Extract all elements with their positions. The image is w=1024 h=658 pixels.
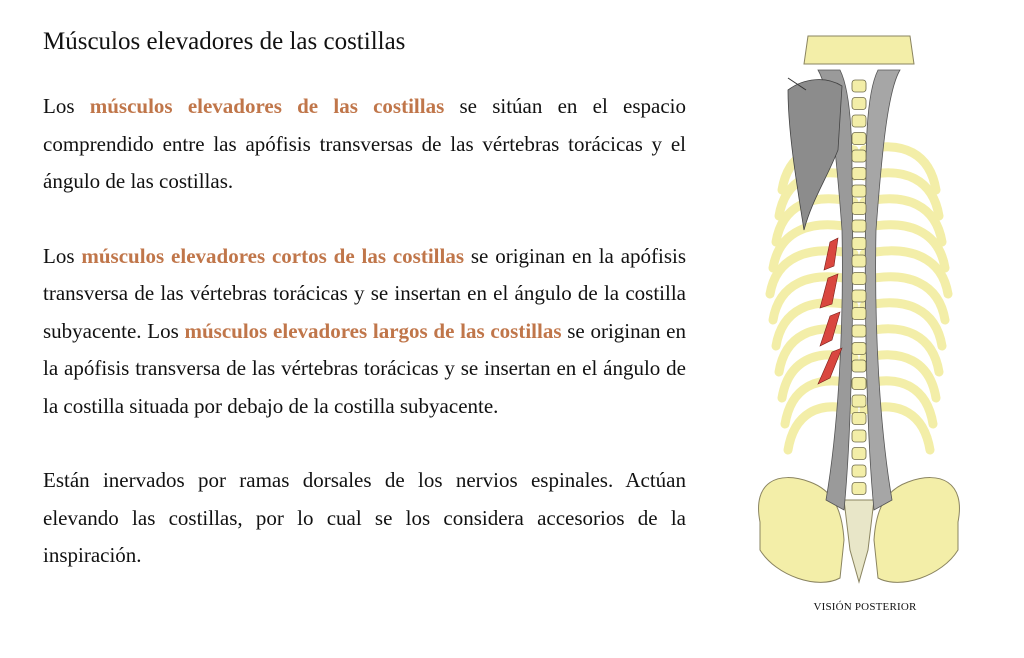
text: se sitúan en el espacio comprendido entre las apófisis transversas de las vértebras torácicas y el ángulo de las costillas.	[43, 94, 686, 193]
vertebra	[852, 413, 866, 425]
vertebra	[852, 448, 866, 460]
vertebra	[852, 115, 866, 127]
highlight-term: músculos elevadores largos de las costillas	[184, 318, 562, 343]
paragraph-origin-insertion	[43, 238, 686, 426]
article	[43, 22, 686, 612]
vertebra	[852, 430, 866, 442]
sacrum	[844, 500, 874, 582]
highlight-term: músculos elevadores cortos de las costillas	[81, 243, 465, 268]
text: se originan en la apófisis transversa de las vértebras torácicas y se insertan en el ángulo de la costilla situada por debajo de la costilla subyacente.	[43, 318, 686, 418]
vertebra	[852, 80, 866, 92]
vertebra	[852, 255, 866, 267]
vertebra	[852, 273, 866, 285]
vertebra	[852, 395, 866, 407]
text: se originan en la apófisis transversa de las vértebras torácicas y se insertan en el ángulo de la costilla subyacente. Los	[43, 243, 687, 343]
vertebra	[852, 343, 866, 355]
paragraph-intro	[43, 88, 686, 201]
vertebra	[852, 185, 866, 197]
vertebra	[852, 98, 866, 110]
rib	[770, 251, 854, 294]
back-muscles-right	[865, 70, 900, 510]
anatomy-illustration	[748, 30, 970, 628]
levatores-costarum	[818, 238, 842, 384]
text: Los	[43, 94, 90, 118]
skull-base	[804, 36, 914, 64]
vertebra	[852, 168, 866, 180]
paragraph-innervation: Están inervados por ramas dorsales de los nervios espinales. Actúan elevando las costillas, por lo cual se los considera accesorios de la inspiración.	[43, 468, 686, 567]
vertebra	[852, 308, 866, 320]
vertebra	[852, 290, 866, 302]
spine	[852, 80, 866, 495]
vertebra	[852, 360, 866, 372]
vertebra	[852, 465, 866, 477]
vertebra	[852, 203, 866, 215]
vertebra	[852, 150, 866, 162]
rib	[864, 251, 948, 294]
vertebra	[852, 133, 866, 145]
vertebra	[852, 220, 866, 232]
vertebra	[852, 325, 866, 337]
text: Los	[43, 243, 82, 268]
figure-caption: VISIÓN POSTERIOR	[813, 601, 917, 613]
vertebra	[852, 378, 866, 390]
vertebra	[852, 238, 866, 250]
highlight-term: músculos elevadores de las costillas	[89, 94, 445, 118]
page-title: Músculos elevadores de las costillas	[43, 28, 406, 55]
vertebra	[852, 483, 866, 495]
